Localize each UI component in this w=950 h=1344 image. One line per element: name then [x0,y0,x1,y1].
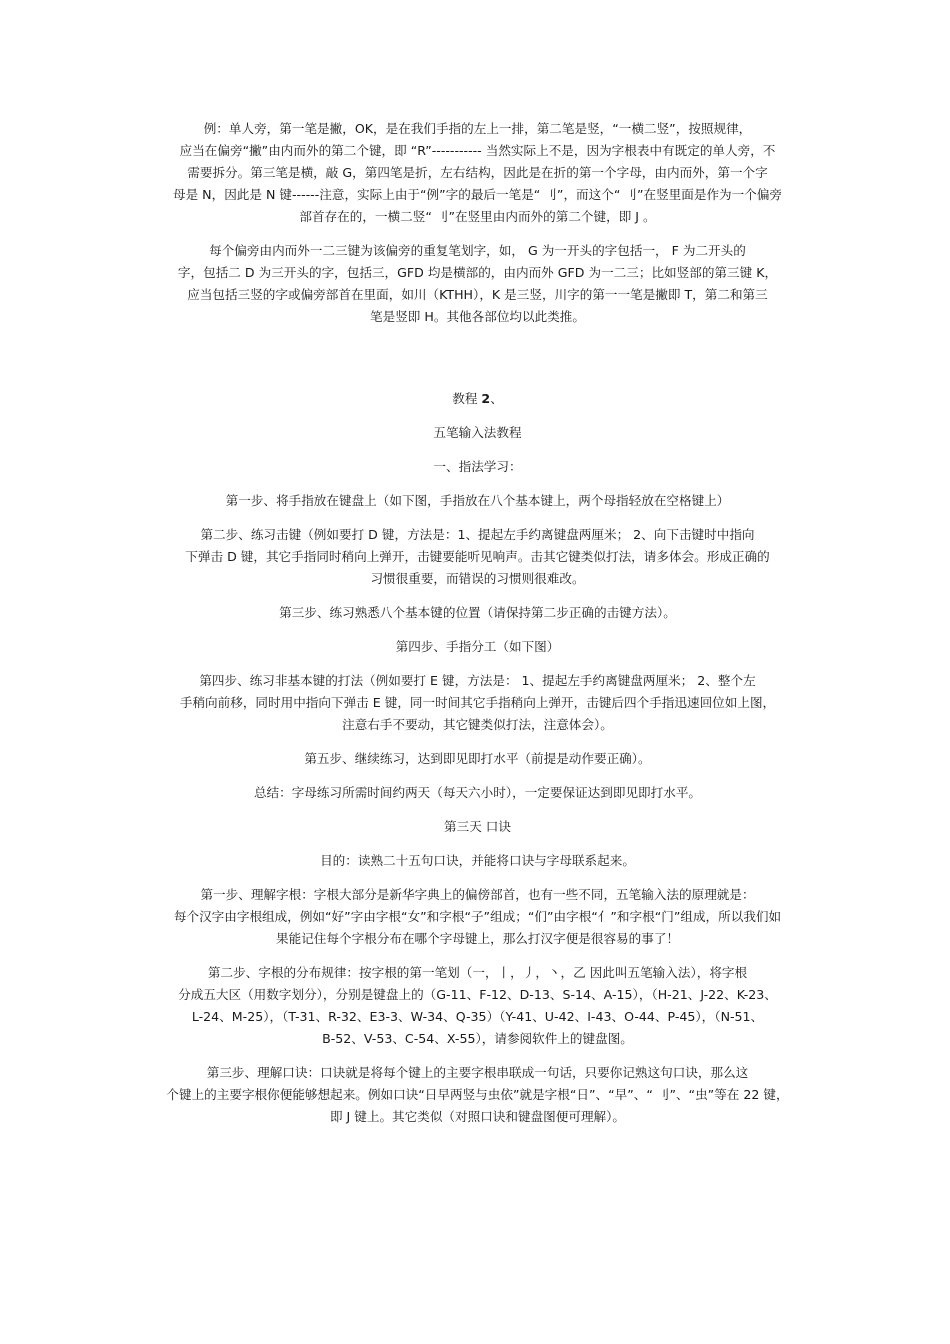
part-title: 一、指法学习： [433,459,522,474]
kouju-step-1 [145,884,810,950]
kouju-step-3 [145,1062,810,1128]
text-line: B-52、V-53、C-54、X-55），请参阅软件上的键盘图。 [322,1031,633,1046]
step-4-heading: 第四步、手指分工（如下图） [395,639,560,654]
section-title: 五笔输入法教程 [433,425,522,440]
text-line: 例：单人旁，第一笔是撇，OK，是在我们手指的左上一排，第二笔是竖，“一横二竖”，按照规律， [203,121,752,136]
text-line: 分成五大区（用数字划分），分别是键盘上的（G-11、F-12、D-13、S-14、A-15），（H-21、J-22、K-23、 [178,987,777,1002]
step-3: 第三步、练习熟悉八个基本键的位置（请保持第二步正确的击键方法）。 [279,605,676,620]
text-line: 应当在偏旁“撇”由内而外的第二个键，即 “R”----------- 当然实际上不是，因为字根表中有既定的单人旁，不 [179,143,776,158]
step-2 [145,524,810,590]
text-line: 每个汉字由字根组成，例如“好”字由字根“女”和字根“子”组成；“们”由字根“亻”和字根“门”组成，所以我们如 [173,909,782,924]
text-line: L-24、M-25），（T-31、R-32、E3-3、W-34、Q-35）（Y-41、U-42、I-43、O-44、P-45），（N-51、 [191,1009,764,1024]
paragraph-example [145,118,810,228]
text-line: 每个偏旁由内而外一二三键为该偏旁的重复笔划字，如， G 为一开头的字包括一， F 为二开头的 [209,243,746,258]
text-line: 应当包括三竖的字或偏旁部首在里面，如川（KTHH），K 是三竖，川字的第一一笔是撇即 T，第二和第三 [187,287,768,302]
text-line: 部首存在的，一横二竖“ 刂”在竖里由内而外的第二个键，即 J 。 [299,209,656,224]
text-line: 第四步、练习非基本键的打法（例如要打 E 键，方法是： 1、提起左手约离键盘两厘米； 2、整个左 [199,673,756,688]
kouju-step-2 [145,962,810,1050]
spacer [145,340,810,388]
step-5: 第五步、继续练习，达到即见即打水平（前提是动作要正确）。 [304,751,651,766]
text-line: 笔是竖即 H。其他各部位均以此类推。 [370,309,585,324]
document-page [145,118,810,1140]
text-line: 下弹击 D 键，其它手指同时稍向上弹开，击键要能听见响声。击其它键类似打法，请多体会。形成正确的 [185,549,770,564]
paragraph-radical-keys [145,240,810,328]
text-line: 母是 N，因此是 N 键------注意，实际上由于“例”字的最后一笔是“ 刂”，而这个“ 刂”在竖里面是作为一个偏旁 [172,187,783,202]
step-4 [145,670,810,736]
text-line: 果能记住每个字根分布在哪个字母键上，那么打汉字便是很容易的事了！ [276,931,679,946]
text-line: 习惯很重要，而错误的习惯则很难改。 [370,571,585,586]
tutorial-title-suffix: 、 [490,391,503,406]
goal: 目的：读熟二十五句口诀，并能将口诀与字母联系起来。 [320,853,635,868]
text-line: 第一步、理解字根：字根大部分是新华字典上的偏傍部首，也有一些不同，五笔输入法的原理就是： [200,887,755,902]
summary: 总结：字母练习所需时间约两天（每天六小时），一定要保证达到即见即打水平。 [253,785,702,800]
tutorial-title-prefix: 教程 [452,391,482,406]
day3-title: 第三天 口诀 [444,819,511,834]
tutorial-title-number: 2 [481,391,491,406]
text-line: 个键上的主要字根你便能够想起来。例如口诀“日早两竖与虫依”就是字根“日”、“早”、“ 刂”、“虫”等在 22 键， [166,1087,789,1102]
text-line: 第二步、字根的分布规律：按字根的第一笔划（一，丨，丿，丶，乙 因此叫五笔输入法），将字根 [207,965,748,980]
step-1: 第一步、将手指放在键盘上（如下图，手指放在八个基本键上，两个母指轻放在空格键上） [225,493,730,508]
tutorial-title [145,388,810,410]
text-line: 第三步、理解口诀：口诀就是将每个键上的主要字根串联成一句话，只要你记熟这句口诀，那么这 [206,1065,749,1080]
text-line: 需要拆分。第三笔是横，敲 G，第四笔是折，左右结构，因此是在折的第一个字母，由内而外，第一个字 [187,165,768,180]
text-line: 字，包括二 D 为三开头的字，包括三，GFD 均是横部的，由内而外 GFD 为一二三；比如竖部的第三键 K， [177,265,778,280]
text-line: 注意右手不要动，其它键类似打法，注意体会）。 [342,717,613,732]
text-line: 即 J 键上。其它类似（对照口诀和键盘图便可理解）。 [329,1109,626,1124]
text-line: 第二步、练习击键（例如要打 D 键，方法是：1、提起左手约离键盘两厘米； 2、向下击键时中指向 [200,527,755,542]
text-line: 手稍向前移，同时用中指向下弹击 E 键，同一时间其它手指稍向上弹开，击键后四个手指迅速回位如上图， [179,695,776,710]
